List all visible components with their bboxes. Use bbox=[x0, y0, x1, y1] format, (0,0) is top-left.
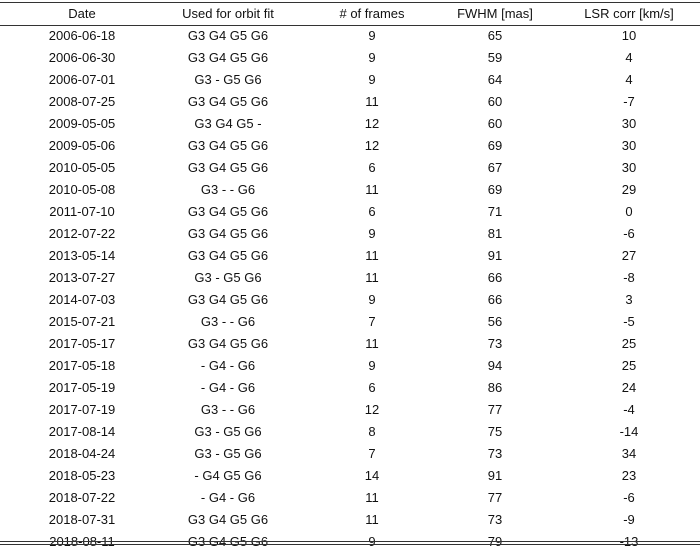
header-lsr-corr: LSR corr [km/s] bbox=[584, 6, 674, 21]
cell-used-for-orbit-fit: G3 - G5 G6 bbox=[194, 446, 262, 461]
cell-fwhm: 66 bbox=[487, 292, 503, 307]
cell-date: 2009-05-06 bbox=[48, 138, 116, 153]
cell-used-for-orbit-fit: G3 G4 G5 G6 bbox=[187, 292, 269, 307]
cell-used-for-orbit-fit: - G4 - G6 bbox=[200, 358, 256, 373]
cell-used-for-orbit-fit: G3 G4 G5 G6 bbox=[187, 226, 269, 241]
header-num-frames: # of frames bbox=[339, 6, 405, 21]
table-row bbox=[0, 443, 700, 465]
cell-num-frames: 6 bbox=[368, 160, 376, 175]
cell-used-for-orbit-fit: G3 - - G6 bbox=[200, 402, 256, 417]
cell-fwhm: 77 bbox=[487, 490, 503, 505]
table-row bbox=[0, 311, 700, 333]
cell-lsr-corr: 34 bbox=[621, 446, 637, 461]
table-row bbox=[0, 135, 700, 157]
cell-fwhm: 73 bbox=[487, 446, 503, 461]
cell-num-frames: 14 bbox=[364, 468, 380, 483]
cell-fwhm: 94 bbox=[487, 358, 503, 373]
cell-lsr-corr: 25 bbox=[621, 336, 637, 351]
cell-fwhm: 75 bbox=[487, 424, 503, 439]
table-row bbox=[0, 157, 700, 179]
cell-fwhm: 73 bbox=[487, 512, 503, 527]
cell-fwhm: 66 bbox=[487, 270, 503, 285]
cell-date: 2006-06-18 bbox=[48, 28, 116, 43]
table-row bbox=[0, 355, 700, 377]
cell-lsr-corr: -8 bbox=[623, 270, 635, 285]
cell-lsr-corr: -14 bbox=[619, 424, 639, 439]
cell-lsr-corr: 10 bbox=[621, 28, 637, 43]
cell-num-frames: 9 bbox=[368, 226, 376, 241]
cell-num-frames: 8 bbox=[368, 424, 376, 439]
table-row bbox=[0, 223, 700, 245]
cell-num-frames: 12 bbox=[364, 138, 380, 153]
table-row bbox=[0, 487, 700, 509]
cell-date: 2018-05-23 bbox=[48, 468, 116, 483]
cell-lsr-corr bbox=[564, 531, 694, 553]
cell-lsr-corr: -6 bbox=[623, 490, 635, 505]
cell-fwhm: 91 bbox=[487, 248, 503, 263]
cell-used-for-orbit-fit: G3 G4 G5 G6 bbox=[187, 248, 269, 263]
cell-num-frames: 11 bbox=[365, 512, 379, 527]
cell-date: 2017-08-14 bbox=[48, 424, 116, 439]
cell-num-frames: 11 bbox=[365, 94, 379, 109]
table-row bbox=[0, 201, 700, 223]
table-row bbox=[0, 531, 700, 553]
cell-date: 2018-04-24 bbox=[48, 446, 116, 461]
cell-lsr-corr: 30 bbox=[621, 116, 637, 131]
cell-date: 2009-05-05 bbox=[48, 116, 116, 131]
cell-lsr-corr: 4 bbox=[625, 72, 633, 87]
cell-date: 2014-07-03 bbox=[48, 292, 116, 307]
cell-fwhm bbox=[440, 531, 550, 553]
cell-lsr-corr: -6 bbox=[623, 226, 635, 241]
cell-fwhm: 73 bbox=[487, 336, 503, 351]
cell-used-for-orbit-fit: G3 G4 G5 G6 bbox=[187, 160, 269, 175]
table-row bbox=[0, 69, 700, 91]
cell-fwhm: 60 bbox=[487, 94, 503, 109]
cell-date bbox=[0, 531, 164, 553]
header-fwhm: FWHM [mas] bbox=[457, 6, 533, 21]
table-row bbox=[0, 399, 700, 421]
cell-used-for-orbit-fit: G3 G4 G5 - bbox=[194, 116, 262, 131]
cell-fwhm: 59 bbox=[487, 50, 503, 65]
cell-date: 2018-07-22 bbox=[48, 490, 116, 505]
cell-date: 2010-05-08 bbox=[48, 182, 116, 197]
cell-used-for-orbit-fit: G3 - G5 G6 bbox=[194, 72, 262, 87]
table-row bbox=[0, 245, 700, 267]
table-row bbox=[0, 179, 700, 201]
cell-date: 2006-07-01 bbox=[48, 72, 116, 87]
cell-fwhm: 71 bbox=[487, 204, 503, 219]
table-row bbox=[0, 421, 700, 443]
cell-fwhm: 67 bbox=[487, 160, 503, 175]
cell-lsr-corr: 0 bbox=[625, 204, 633, 219]
cell-used-for-orbit-fit: G3 - - G6 bbox=[200, 314, 256, 329]
cell-used-for-orbit-fit: G3 - G5 G6 bbox=[194, 270, 262, 285]
table-row bbox=[0, 465, 700, 487]
cell-date: 2011-07-10 bbox=[49, 204, 115, 219]
cell-fwhm: 86 bbox=[487, 380, 503, 395]
cell-lsr-corr: -9 bbox=[623, 512, 635, 527]
table-row bbox=[0, 91, 700, 113]
cell-date: 2017-05-19 bbox=[48, 380, 116, 395]
cell-fwhm: 56 bbox=[487, 314, 503, 329]
cell-date: 2018-07-31 bbox=[48, 512, 116, 527]
table-row bbox=[0, 267, 700, 289]
table-row bbox=[0, 377, 700, 399]
cell-num-frames: 11 bbox=[365, 336, 379, 351]
table-row bbox=[0, 25, 700, 47]
cell-used-for-orbit-fit: G3 G4 G5 G6 bbox=[187, 512, 269, 527]
cell-num-frames: 9 bbox=[368, 50, 376, 65]
cell-date: 2017-05-18 bbox=[48, 358, 116, 373]
cell-used-for-orbit-fit: G3 G4 G5 G6 bbox=[187, 50, 269, 65]
cell-num-frames: 11 bbox=[365, 182, 379, 197]
table-row bbox=[0, 47, 700, 69]
cell-fwhm: 77 bbox=[487, 402, 503, 417]
cell-used-for-orbit-fit: - G4 - G6 bbox=[200, 490, 256, 505]
cell-used-for-orbit-fit: G3 G4 G5 G6 bbox=[187, 336, 269, 351]
cell-num-frames: 9 bbox=[368, 28, 376, 43]
cell-num-frames: 9 bbox=[368, 72, 376, 87]
cell-fwhm: 65 bbox=[487, 28, 503, 43]
header-date: Date bbox=[68, 6, 96, 21]
cell-num-frames: 6 bbox=[368, 380, 376, 395]
cell-date: 2012-07-22 bbox=[48, 226, 116, 241]
cell-num-frames: 12 bbox=[364, 116, 380, 131]
cell-date: 2013-05-14 bbox=[48, 248, 116, 263]
cell-lsr-corr: 23 bbox=[621, 468, 637, 483]
cell-num-frames bbox=[312, 531, 432, 553]
cell-lsr-corr: 25 bbox=[621, 358, 637, 373]
cell-used-for-orbit-fit: - G4 - G6 bbox=[200, 380, 256, 395]
cell-date: 2017-07-19 bbox=[48, 402, 116, 417]
cell-used-for-orbit-fit: G3 - - G6 bbox=[200, 182, 256, 197]
cell-num-frames: 9 bbox=[368, 358, 376, 373]
cell-lsr-corr: 30 bbox=[621, 138, 637, 153]
cell-fwhm: 69 bbox=[487, 138, 503, 153]
cell-num-frames: 11 bbox=[365, 490, 379, 505]
cell-lsr-corr: 29 bbox=[621, 182, 637, 197]
table-bottom-rule-double bbox=[0, 544, 700, 545]
cell-lsr-corr: 3 bbox=[625, 292, 633, 307]
cell-lsr-corr: -4 bbox=[623, 402, 635, 417]
cell-used-for-orbit-fit: G3 G4 G5 G6 bbox=[187, 94, 269, 109]
cell-lsr-corr: 27 bbox=[621, 248, 637, 263]
cell-date: 2013-07-27 bbox=[48, 270, 116, 285]
cell-num-frames: 11 bbox=[365, 270, 379, 285]
cell-fwhm: 91 bbox=[487, 468, 503, 483]
cell-used-for-orbit-fit: - G4 G5 G6 bbox=[194, 468, 262, 483]
cell-lsr-corr: 4 bbox=[625, 50, 633, 65]
cell-date: 2015-07-21 bbox=[48, 314, 116, 329]
table-bottom-rule bbox=[0, 541, 700, 542]
cell-used-for-orbit-fit: G3 - G5 G6 bbox=[194, 424, 262, 439]
cell-used-for-orbit-fit: G3 G4 G5 G6 bbox=[187, 138, 269, 153]
cell-fwhm: 60 bbox=[487, 116, 503, 131]
cell-lsr-corr: -7 bbox=[623, 94, 635, 109]
cell-num-frames: 7 bbox=[368, 446, 376, 461]
cell-lsr-corr: -5 bbox=[623, 314, 635, 329]
cell-fwhm: 64 bbox=[487, 72, 503, 87]
cell-lsr-corr: 24 bbox=[621, 380, 637, 395]
table-row bbox=[0, 509, 700, 531]
header-used-for-orbit-fit: Used for orbit fit bbox=[182, 6, 274, 21]
cell-num-frames: 9 bbox=[368, 292, 376, 307]
cell-used-for-orbit-fit: G3 G4 G5 G6 bbox=[187, 28, 269, 43]
cell-lsr-corr: 30 bbox=[621, 160, 637, 175]
table-header-row bbox=[0, 3, 700, 25]
cell-num-frames: 6 bbox=[368, 204, 376, 219]
table-row bbox=[0, 333, 700, 355]
table-row bbox=[0, 113, 700, 135]
cell-date: 2010-05-05 bbox=[48, 160, 116, 175]
cell-date: 2017-05-17 bbox=[48, 336, 116, 351]
cell-used-for-orbit-fit bbox=[164, 531, 292, 553]
cell-fwhm: 69 bbox=[487, 182, 503, 197]
cell-num-frames: 12 bbox=[364, 402, 380, 417]
table-row bbox=[0, 289, 700, 311]
cell-used-for-orbit-fit: G3 G4 G5 G6 bbox=[187, 204, 269, 219]
cell-fwhm: 81 bbox=[487, 226, 503, 241]
cell-date: 2008-07-25 bbox=[48, 94, 116, 109]
cell-num-frames: 7 bbox=[368, 314, 376, 329]
cell-num-frames: 11 bbox=[365, 248, 379, 263]
cell-date: 2006-06-30 bbox=[48, 50, 116, 65]
